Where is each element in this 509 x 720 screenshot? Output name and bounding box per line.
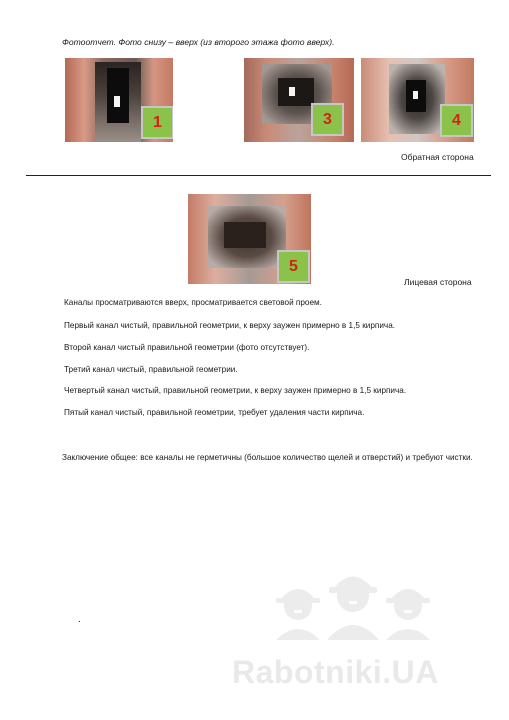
chimney-photo-5 [188,194,311,284]
paragraph-5: Четвертый канал чистый, правильной геометрии, к верху заужен примерно в 1,5 кирпича. [64,386,407,395]
paragraph-1: Каналы просматриваются вверх, просматривается световой проем. [64,298,322,307]
chimney-photo-4 [361,58,474,142]
photo-number-badge: 4 [440,104,473,137]
stray-mark: . [78,614,81,625]
paragraph-2: Первый канал чистый, правильной геометрии, к верху зау​жен примерно в 1,5 кирпича. [64,321,396,330]
front-side-label: Лицевая сторона [404,277,472,287]
chimney-photo-3 [244,58,354,142]
section-divider [26,175,491,176]
photo-number-badge: 1 [141,106,173,139]
photo-number-badge: 5 [277,250,310,283]
workers-helmets-icon [270,566,436,645]
photo-number-badge: 3 [311,103,344,136]
back-side-label: Обратная сторона [401,152,474,162]
paragraph-4: Третий канал чистый, правильной геометрии. [64,365,238,374]
watermark-text: Rabotniki.UA [232,654,439,690]
photo-report-caption: Фотоотчет. Фото снизу – вверх (из второго этажа фото вверх). [62,37,335,47]
paragraph-6: Пятый канал чистый, правильной геометрии, требует удаления части кирпича. [64,408,365,417]
paragraph-3: Второй канал чистый правильной геометрии (фото отсутствует). [64,343,310,352]
conclusion-paragraph: Заключение общее: все каналы не герметичны (большое количество щелей и отверстий) и требуют чистки. [62,453,473,462]
chimney-photo-1 [65,58,173,142]
